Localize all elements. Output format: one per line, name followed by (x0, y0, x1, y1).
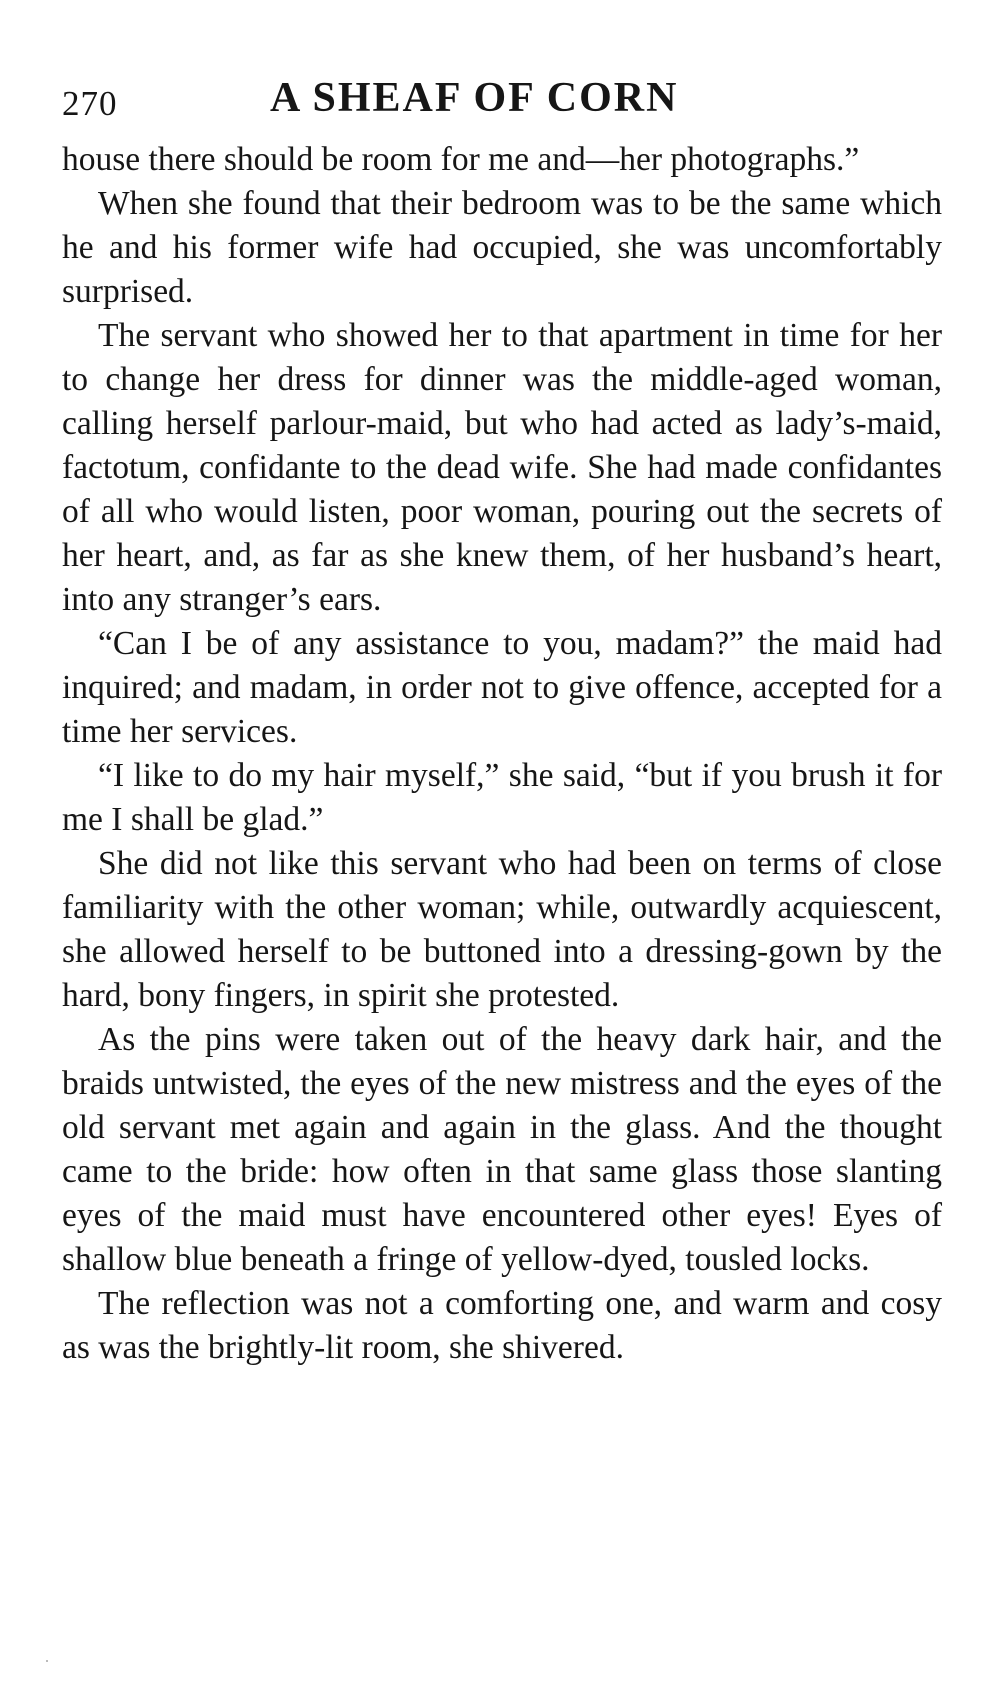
paragraph-hair: “I like to do my hair myself,” she said, “but if you brush it for me I shall be glad.” (62, 757, 942, 838)
paragraph-glass: As the pins were taken out of the heavy dark hair, and the braids untwisted, the eyes of the new mistress and the eyes of the old servant met again and again in the glass. And the thought came to the bride: how often in that same glass those slanting eyes of the maid must have encountered other eyes! Eyes of shallow blue beneath a fringe of yellow-dyed, tousled locks. (62, 1021, 942, 1278)
book-page (62, 72, 942, 1370)
scan-speck (46, 1660, 48, 1662)
page-number: 270 (62, 84, 118, 123)
paragraph-dislike: She did not like this servant who had been on terms of close familiarity with the other woman; while, outwardly acquiescent, she allowed herself to be buttoned into a dressing-gown by the hard, bony fingers, in spirit she protested. (62, 845, 942, 1014)
body-text (62, 138, 942, 1370)
paragraph-servant: The servant who showed her to that apartment in time for her to change her dress for dinner was the middle-aged woman, calling herself parlour-maid, but who had acted as lady’s-maid, factotum, confidante to the dead wife. She had made confidantes of all who would listen, poor woman, pouring out the secrets of her heart, and, as far as she knew them, of her husband’s heart, into any stranger’s ears. (62, 317, 942, 618)
paragraph-reflection: The reflection was not a comforting one, and warm and cosy as was the brightly-lit room, she shivered. (62, 1285, 942, 1366)
paragraph-continued: house there should be room for me and—her photographs.” (62, 141, 860, 178)
paragraph-bedroom: When she found that their bedroom was to be the same which he and his former wife had occupied, she was uncomfortably surprised. (62, 185, 942, 310)
book-title: A SHEAF OF CORN (270, 75, 679, 121)
running-head (62, 72, 942, 132)
paragraph-assistance: “Can I be of any assistance to you, madam?” the maid had inquired; and madam, in order not to give offence, accepted for a time her services. (62, 625, 942, 750)
